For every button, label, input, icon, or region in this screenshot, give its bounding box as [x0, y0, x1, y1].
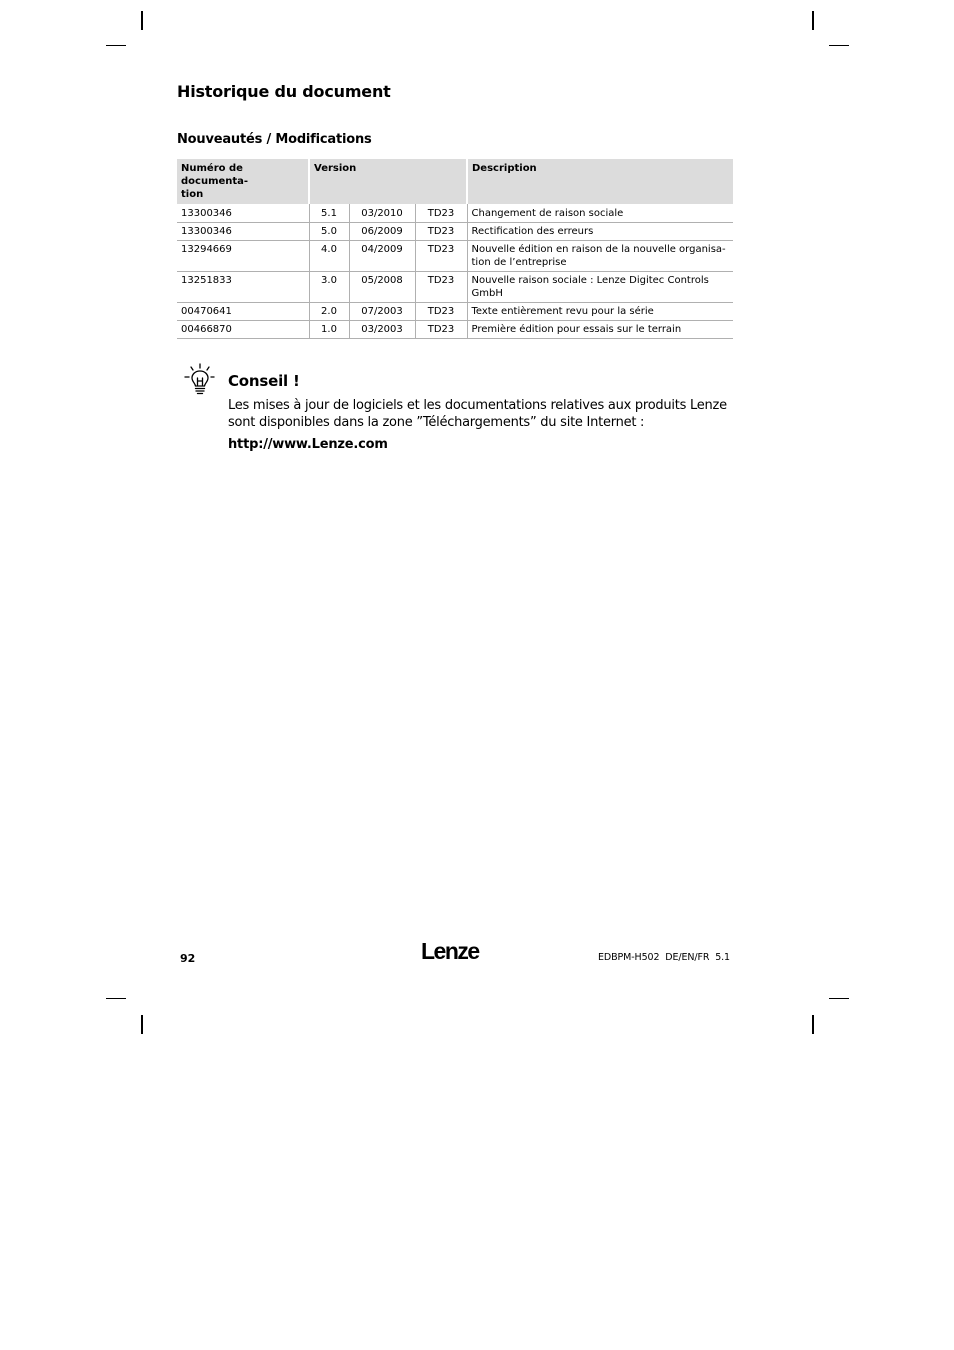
table-header-row	[177, 159, 733, 204]
cell-doc-number: 13300346	[177, 223, 309, 241]
tip-title: Conseil !	[228, 372, 300, 390]
page-title: Historique du document	[177, 82, 391, 101]
tip-text: Les mises à jour de logiciels et les documentations relatives aux produits Lenze sont disponibles dans la zone ”Téléchargements” du site Internet :	[228, 398, 727, 430]
cell-description: Première édition pour essais sur le terrain	[467, 321, 733, 339]
cell-doc-number: 13300346	[177, 204, 309, 223]
website-link[interactable]: http://www.Lenze.com	[228, 437, 388, 452]
crop-mark	[106, 998, 126, 999]
crop-mark	[812, 11, 814, 30]
header-description: Description	[467, 159, 733, 204]
header-version: Version	[309, 159, 467, 204]
cell-doc-number: 00470641	[177, 303, 309, 321]
document-reference: EDBPM-H502 DE/EN/FR 5.1	[597, 952, 730, 963]
cell-code: TD23	[415, 272, 467, 303]
crop-mark	[829, 998, 849, 999]
lenze-logo: Lenze	[421, 938, 479, 964]
cell-version: 5.1	[309, 204, 349, 223]
table-row	[177, 204, 733, 223]
cell-version: 3.0	[309, 272, 349, 303]
table-row	[177, 321, 733, 339]
cell-description: Changement de raison sociale	[467, 204, 733, 223]
cell-version: 4.0	[309, 241, 349, 272]
crop-mark	[829, 45, 849, 46]
cell-doc-number: 00466870	[177, 321, 309, 339]
cell-code: TD23	[415, 241, 467, 272]
document-history-table	[177, 159, 733, 339]
cell-description: Texte entièrement revu pour la série	[467, 303, 733, 321]
header-doc-number: Numéro de documenta- tion	[177, 159, 309, 204]
crop-mark	[106, 45, 126, 46]
cell-date: 07/2003	[349, 303, 415, 321]
section-subtitle: Nouveautés / Modifications	[177, 132, 372, 147]
cell-version: 2.0	[309, 303, 349, 321]
lightbulb-icon	[183, 363, 215, 397]
cell-version: 5.0	[309, 223, 349, 241]
crop-mark	[141, 11, 143, 30]
crop-mark	[141, 1015, 143, 1034]
table-row	[177, 241, 733, 272]
table-row	[177, 303, 733, 321]
crop-mark	[812, 1015, 814, 1034]
page-number: 92	[180, 952, 196, 965]
cell-doc-number: 13294669	[177, 241, 309, 272]
cell-code: TD23	[415, 204, 467, 223]
table-row	[177, 223, 733, 241]
cell-date: 03/2003	[349, 321, 415, 339]
cell-date: 03/2010	[349, 204, 415, 223]
cell-date: 06/2009	[349, 223, 415, 241]
cell-date: 05/2008	[349, 272, 415, 303]
cell-doc-number: 13251833	[177, 272, 309, 303]
cell-code: TD23	[415, 321, 467, 339]
cell-version: 1.0	[309, 321, 349, 339]
cell-code: TD23	[415, 223, 467, 241]
cell-date: 04/2009	[349, 241, 415, 272]
cell-description: Nouvelle édition en raison de la nouvelle organisa- tion de l’entreprise	[467, 241, 733, 272]
table-row	[177, 272, 733, 303]
cell-code: TD23	[415, 303, 467, 321]
cell-description: Nouvelle raison sociale : Lenze Digitec Controls GmbH	[467, 272, 733, 303]
cell-description: Rectification des erreurs	[467, 223, 733, 241]
